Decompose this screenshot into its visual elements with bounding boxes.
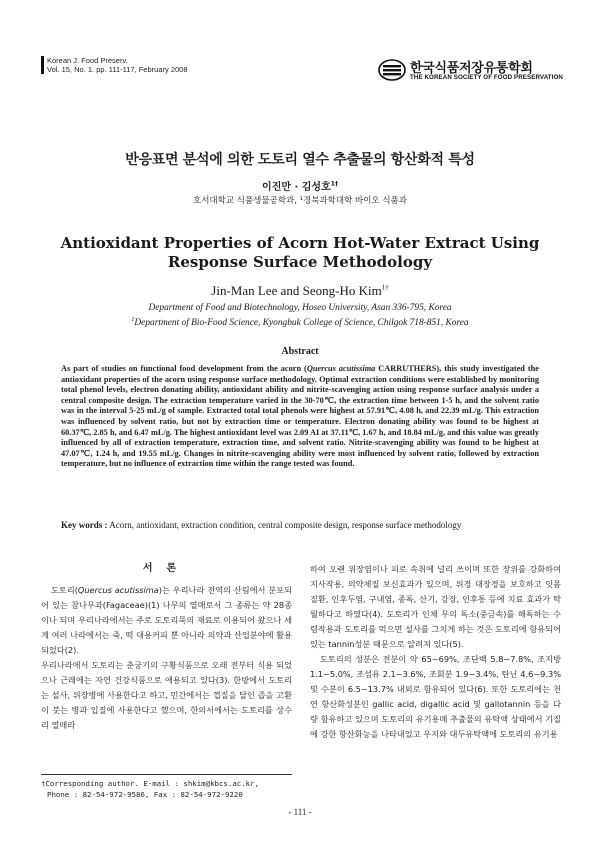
journal-volume: Vol. 15, No. 1. pp. 111-117, February 2008 [47,65,188,74]
intro-paragraph-2: 우리나라에서 도토리는 춘궁기의 구황식품으로 오래 전부터 식용 되었으나 근래에는 자연 건강식품으로 애용되고 있다(3). 한방에서 도토리는 설사, 위장병에 사용한다고 하고, 민간에서는 껍질을 달인 즙을 고환이 붓는 병과 입질에 사용한다고 했으며, 한의서에서는 도토리를 상수리 열매라 [41,660,292,730]
english-affiliation-1: Department of Food and Biotechnology, Hoseo University, Asan 336-795, Korea [148,303,452,313]
corresponding-author-footnote [41,774,292,800]
page-number: - 111 - [288,807,312,817]
korean-affiliation: 호서대학교 식품생물공학과, ¹경북과학대학 바이오 식품과 [193,196,407,206]
keywords-label: Key words : [61,520,108,530]
english-title: Antioxidant Properties of Acorn Hot-Water Extract Using Response Surface Methodology [60,234,540,271]
abstract-heading: Abstract [281,346,319,357]
society-korean-name: 한국식품저장유통학회 [410,61,533,76]
english-affiliation-2: Department of Bio-Food Science, Kyongbuk College of Science, Chilgok 718-851, Korea [134,318,469,329]
journal-info [41,56,188,74]
left-column [41,562,292,733]
korean-author-names: 이진만 · 김성호 [262,182,331,193]
society-emblem-icon [378,59,406,81]
english-affiliation-2-line [0,314,600,329]
english-author-names: Jin-Man Lee and Seong-Ho Kim [211,283,382,298]
intro-paragraph-1 [41,583,292,658]
right-column [310,562,561,742]
right-paragraph-2: 도토리의 성분은 전분이 약 65~69%, 조단백 5.8~7.8%, 조지방 1.1~5.0%, 조섬유 2.1~3.6%, 조회분 1.9~3.4%, 탄닌 4.6~9.3% 및 수분이 6.5~13.7% 내외로 함유되어 있다(6). 또한 도토리에는 천연 항산화성분인 gallic acid, digallic acid 및 gallotannin 등을 다량 함유하고 있으며 도토리의 유기용매 추출물의 유탁액 상태에서 기질에 강한 항산화능을 나타내었고 우지와 대두유탁액에 도토리의 유기용 [310,654,561,739]
intro-p1-text-a: 도토리( [51,585,78,595]
footnote-phone: Phone : 82-54-972-9586, Fax : 82-54-972-9220 [47,790,243,799]
english-authors [0,283,600,299]
society-header [378,57,563,83]
english-author-mark: 1† [381,283,389,292]
korean-authors [0,178,600,193]
journal-name: Korean J. Food Preserv. [47,56,128,65]
intro-heading: 서론 [142,563,191,574]
english-affiliation-2-mark: 1 [131,317,135,323]
keywords-text: Acorn, antioxidant, extraction condition, central composite design, response surface methodology [107,520,462,530]
intro-p1-text-b: )는 우리나라 전역의 산림에서 분포되어 있는 참나무과(Fagaceae)(1) 나무의 열매로서 그 종류는 약 28종이나 되며 우리나라에서는 주로 도토리묵의 재료로 이용되어 왔으나 세계 여러 나라에서는 죽, 떡 대용커피 뿐 아니라 의약과 산업분야에 활용되었다(2). [41,585,292,655]
abstract-body [61,364,539,470]
english-affiliations [0,302,600,329]
korean-title: 반응표면 분석에 의한 도토리 열수 추출물의 항산화적 특성 [125,152,475,168]
footnote-email: †Corresponding author. E-mail : shkim@kbcs.ac.kr, [41,779,260,788]
right-paragraph-1: 하여 오랜 위장염이나 피로 속취에 널리 쓰이며 또한 장위를 강화하여 지사작용, 의약체질 보신효과가 있으며, 위경 대장경을 보호하고 잇몸질환, 인후두염, 구내염, 종독, 산기, 강장, 인후통 등에 치료 효과가 탁월하다고 하였다(4). 도토리가 인체 무의 독소(중금속)를 해독하는 수렴작용과 도토리를 먹으면 설사를 그치게 하는 것은 도토리에 함유되어 있는 tannin성분 때문으로 알려져 있다(5). [310,564,561,649]
abstract-text-1: As part of studies on functional food development from the acorn ( [61,364,307,373]
korean-author-mark: 1† [330,180,338,188]
abstract-text-2: CARRUTHERS), this study investigated the antioxidant properties of the acorn using response surface methodology. Optimal extraction conditions were established by monitoring total phenol levels, electron donating ability, antioxidant ability and nitrite-scavenging action using response surface analysis under a central composite design. The extraction temperature varied in the 30-70℃, the extraction time between 1-5 h, and the solvent ratio was in the interval 5-25 mL/g of sample. Extracted total total phenols were highest at 57.91℃, 4.08 h, and 22.39 mL/g. This extraction was influenced by solvent ratio, but not by extraction time or temperature. Electron donating ability was found to be highest at 60.37℃, 2.85 h, and 6.47 mL/g. The highest antioxidant level was 2.09 AI at 37.11℃, 1.67 h, and 18.84 mL/g, and this value was greatly influenced by all of extraction temperature, extraction time, and solvent ratio. Nitrite-scavenging ability was found to be highest at 47.07℃, 1.24 h, and 19.55 mL/g. Changes in nitrite-scavenging ability were most influenced by solvent ratio, followed by extraction temperature, but no influence of extraction time within the range tested was found. [61,364,539,469]
intro-p1-species: Quercus acutissima [77,585,159,595]
abstract-species-name: Quercus acutissima [306,364,376,373]
keywords [61,520,539,530]
society-english-name: THE KOREAN SOCIETY OF FOOD PRESERVATION [410,74,563,81]
